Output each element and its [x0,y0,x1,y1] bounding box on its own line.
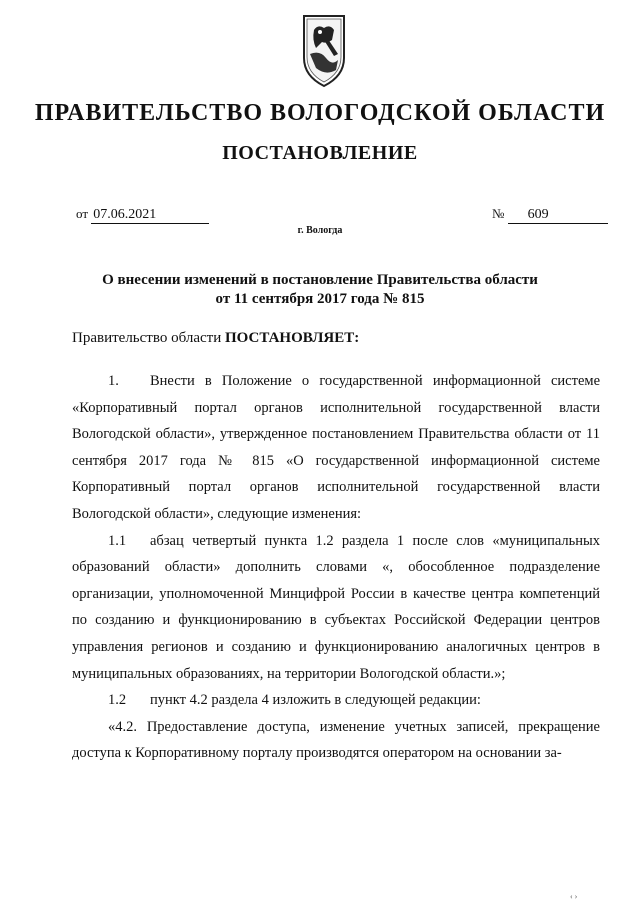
page-mark: ‹ › [570,892,578,901]
date-prefix: от [76,206,89,221]
coat-of-arms-emblem [296,10,352,90]
paragraph-number: 1.1 [108,532,127,549]
document-number-line [492,206,608,224]
subject-line-1: О внесении изменений в постановление Правительства области [102,272,538,288]
preamble-decree-word: ПОСТАНОВЛЯЕТ: [224,330,360,346]
document-subject [40,271,600,309]
city-label: г. Вологда [297,225,343,236]
document-date-line [76,206,209,224]
paragraph-1-2 [72,687,600,714]
document-type: ПОСТАНОВЛЕНИЕ [222,142,418,164]
paragraph-text: пункт 4.2 раздела 4 изложить в следующей редакции: [150,692,481,709]
paragraph-1-1 [72,528,600,688]
paragraph-number: 1.2 [108,692,127,709]
document-body [72,368,600,767]
paragraph-number: 1. [108,373,119,389]
paragraph-text: «4.2. Предоставление доступа, изменение учетных записей, прекращение доступа к Корпоративному порталу производятся оператором на основании за- [72,718,600,762]
subject-line-2: от 11 сентября 2017 года № 815 [215,291,425,307]
paragraph-text: абзац четвертый пункта 1.2 раздела 1 после слов «муниципальных образований области» дополнить словами «, обособленное подразделение организации, уполномоченной Минцифрой России в качестве центра компетенций по созданию и функционированию в субъектах Российской Федерации центров управления регионов и созданию и функционированию аналогичных центров в муниципальных образованиях, на территории Вологодской области.»; [72,532,600,682]
paragraph-text: Внести в Положение о государственной информационной системе «Корпоративный портал органов исполнительной государственной власти Вологодской области», утвержденное постановлением Правительства области от 11 сентября 2017 года № 815 «О государственной информационной системе Корпоративный портал органов исполнительной государственной власти Вологодской области», следующие изменения: [72,373,600,522]
preamble-text: Правительство области [72,330,225,346]
number-prefix: № [492,206,505,221]
paragraph-1 [72,368,600,528]
government-title: ПРАВИТЕЛЬСТВО ВОЛОГОДСКОЙ ОБЛАСТИ [34,100,606,126]
paragraph-quote-4-2 [72,714,600,767]
document-date: 07.06.2021 [91,207,209,224]
document-number: 609 [508,207,608,224]
preamble [72,330,359,347]
